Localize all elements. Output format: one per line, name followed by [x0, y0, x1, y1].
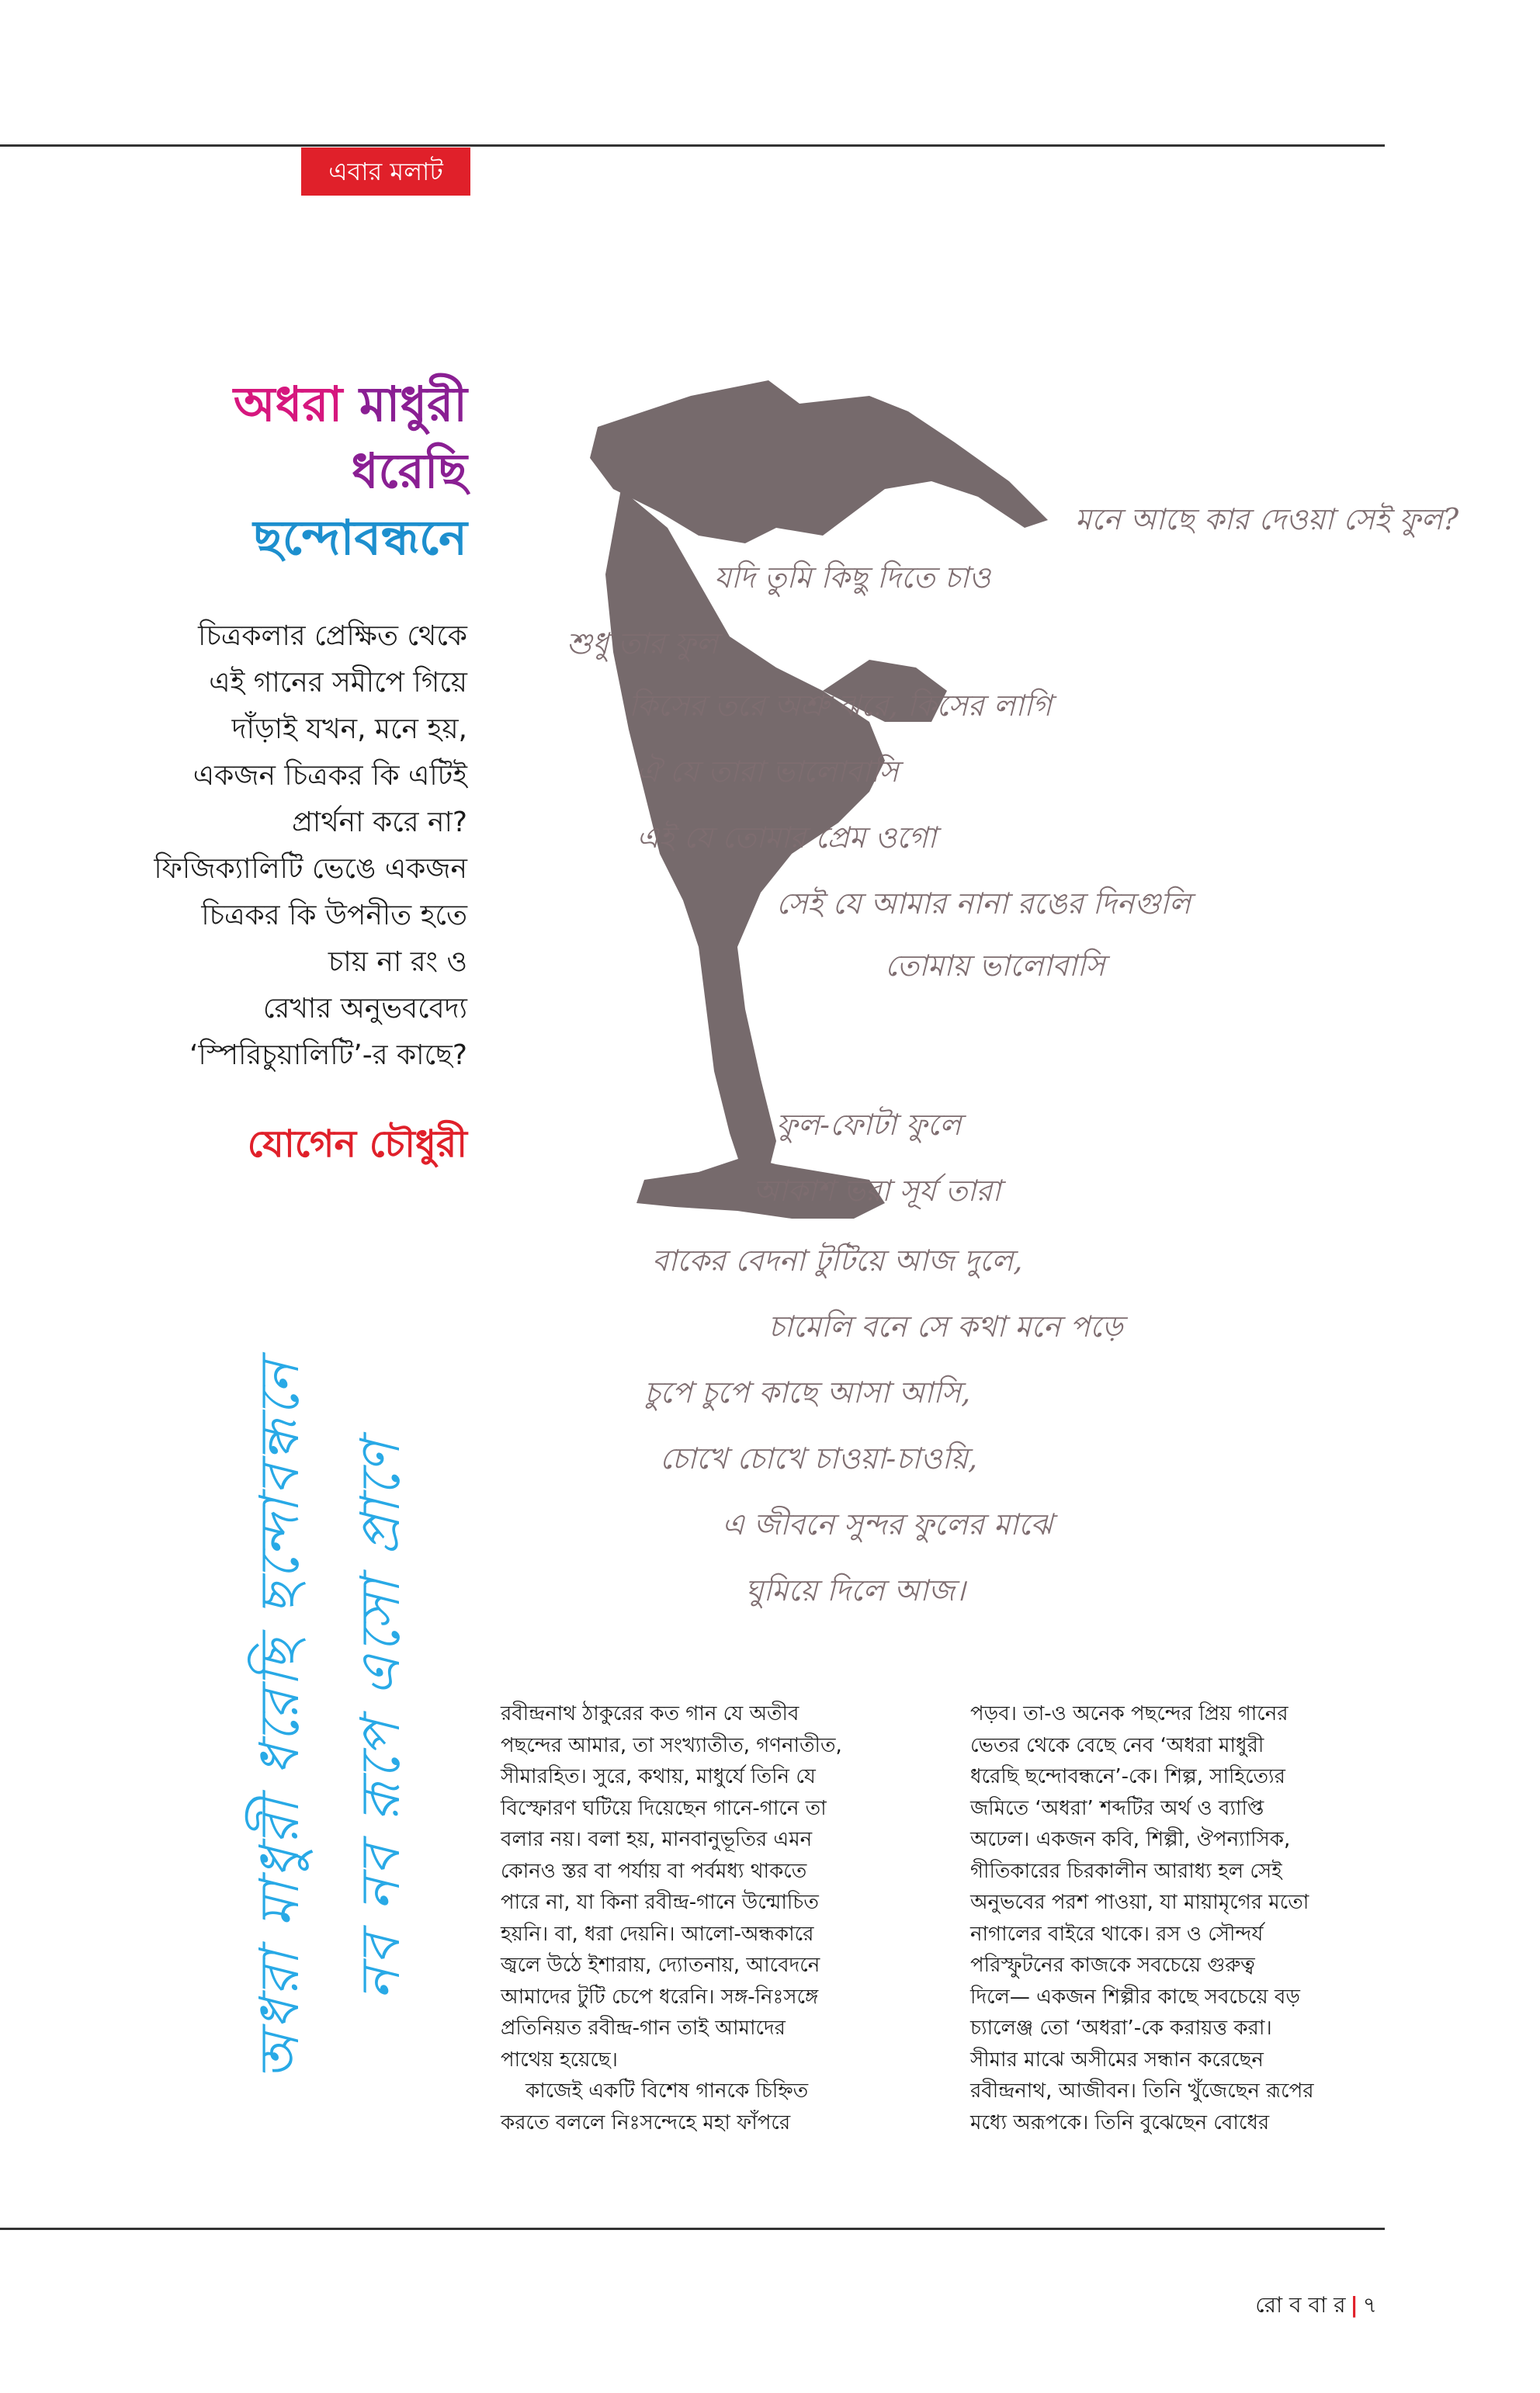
author-byline: যোগেন চৌধুরী	[247, 1122, 467, 1166]
page-folio	[1255, 2288, 1377, 2325]
folio-magazine-name: রো ব বা র	[1255, 2292, 1346, 2318]
body-line: অঢেল। একজন কবি, শিল্পী, ঔপন্যাসিক,	[970, 1828, 1291, 1851]
manuscript-line: ঐ যে তারা ভালোবাসি	[636, 754, 899, 789]
body-line: প্রতিনিয়ত রবীন্দ্র-গান তাই আমাদের	[501, 2017, 786, 2040]
manuscript-line: চামেলি বনে সে কথা মনে পড়ে	[768, 1309, 1123, 1344]
manuscript-line: কিসের তরে অশ্রু ঝরে, কিসের লাগি	[629, 688, 1052, 723]
body-line: রবীন্দ্রনাথ ঠাকুরের কত গান যে অতীব	[501, 1702, 799, 1725]
bottom-rule	[0, 2228, 1385, 2230]
manuscript-line: তোমায় ভালোবাসি	[885, 949, 1105, 983]
standfirst-line: চায় না রং ও	[328, 946, 467, 978]
standfirst-line: এই গানের সমীপে গিয়ে	[209, 667, 467, 699]
manuscript-line: ঘুমিয়ে দিলে আজ।	[745, 1573, 966, 1607]
body-line: সীমার মাঝে অসীমের সন্ধান করেছেন	[970, 2048, 1264, 2072]
body-line: গীতিকারের চিরকালীন আরাধ্য হল সেই	[970, 1859, 1282, 1883]
standfirst-line: একজন চিত্রকর কি এটিই	[192, 760, 467, 792]
body-line: আমাদের টুটি চেপে ধরেনি। সঙ্গ-নিঃসঙ্গে	[501, 1985, 819, 2009]
body-line: সীমারহিত। সুরে, কথায়, মাধুর্যে তিনি যে	[501, 1765, 816, 1788]
body-line: ধরেছি ছন্দোবন্ধনে’-কে। শিল্প, সাহিত্যের	[970, 1765, 1285, 1788]
standfirst-line: দাঁড়াই যখন, মনে হয়,	[231, 713, 467, 745]
body-line: জমিতে ‘অধরা’ শব্দটির অর্থ ও ব্যাপ্তি	[970, 1796, 1264, 1820]
standfirst-line: ফিজিক্যালিটি ভেঙে একজন	[154, 853, 467, 885]
calligraphy-line-2: নব নব রূপে এসো প্রাণে	[349, 1438, 412, 2001]
body-line: দিলে— একজন শিল্পীর কাছে সবচেয়ে বড়	[970, 1985, 1300, 2009]
manuscript-line: এই যে তোমার প্রেম ওগো	[636, 820, 937, 855]
manuscript-line: বাকের বেদনা টুটিয়ে আজ দুলে,	[652, 1243, 1023, 1278]
body-line: করতে বললে নিঃসন্দেহে মহা ফাঁপরে	[501, 2110, 791, 2135]
standfirst-line: চিত্রকর কি উপনীত হতে	[201, 900, 467, 931]
body-line: অনুভবের পরশ পাওয়া, যা মায়ামৃগের মতো	[970, 1891, 1309, 1914]
headline-line-1	[234, 371, 467, 438]
manuscript-line: যদি তুমি কিছু দিতে চাও	[714, 560, 991, 595]
manuscript-line: ফুল-ফোটা ফুলে	[776, 1108, 962, 1142]
calligraphy-line-1: অধরা মাধুরী ধরেছি ছন্দোবন্ধনে	[248, 1358, 311, 2080]
page-number: ৭	[1362, 2292, 1377, 2318]
body-line: পরিস্ফুটনের কাজকে সবচেয়ে গুরুত্ব	[970, 1954, 1255, 1977]
body-line: রবীন্দ্রনাথ, আজীবন। তিনি খুঁজেছেন রূপের	[970, 2079, 1314, 2103]
standfirst-line: রেখার অনুভববেদ্য	[262, 993, 467, 1025]
manuscript-line: চোখে চোখে চাওয়া-চাওয়ি,	[660, 1441, 978, 1476]
top-rule	[0, 144, 1385, 147]
standfirst-line: চিত্রকলার প্রেক্ষিত থেকে	[198, 620, 467, 652]
body-line: পছন্দের আমার, তা সংখ্যাতীত, গণনাতীত,	[501, 1733, 842, 1757]
manuscript-illustration	[543, 357, 1506, 1638]
vertical-calligraphy	[210, 1226, 442, 2212]
body-line: কাজেই একটি বিশেষ গানকে চিহ্নিত	[525, 2079, 809, 2103]
headline-word-adhora: অধরা	[233, 376, 343, 432]
standfirst	[79, 613, 467, 1079]
folio-separator: |	[1350, 2292, 1358, 2318]
section-tag: এবার মলাট	[301, 147, 470, 196]
body-line: পাথেয় হয়েছে।	[501, 2048, 618, 2072]
standfirst-line: প্রার্থনা করে না?	[292, 806, 467, 838]
headline-word-madhuri: মাধুরী	[359, 376, 467, 432]
manuscript-line: শুধু তার ফুল	[567, 626, 718, 661]
body-line: জ্বলে উঠে ইশারায়, দ্যোতনায়, আবেদনে	[501, 1954, 820, 1977]
headline-line-3: ছন্দোবন্ধনে	[253, 509, 467, 566]
body-line: বিস্ফোরণ ঘটিয়ে দিয়েছেন গানে-গানে তা	[501, 1796, 827, 1820]
body-column-2	[970, 1698, 1405, 2138]
manuscript-line: মনে আছে কার দেওয়া সেই ফুল?	[1075, 502, 1459, 536]
body-line: পড়ব। তা-ও অনেক পছন্দের প্রিয় গানের	[970, 1702, 1289, 1725]
manuscript-line: সেই যে আমার নানা রঙের দিনগুলি	[776, 886, 1191, 921]
body-line: বলার নয়। বলা হয়, মানবানুভূতির এমন	[501, 1828, 813, 1851]
body-line: চ্যালেঞ্জ তো ‘অধরা’-কে করায়ত্ত করা।	[970, 2017, 1272, 2040]
ink-figure-head	[590, 380, 1048, 543]
manuscript-line: চুপে চুপে কাছে আসা আসি,	[644, 1375, 971, 1410]
body-line: কোনও স্তর বা পর্যায় বা পর্বমধ্য থাকতে	[501, 1859, 807, 1883]
manuscript-line: আকাশ ভরা সূর্য তারা	[753, 1174, 1001, 1208]
headline-line-2: ধরেছি	[351, 442, 467, 499]
body-line: ভেতর থেকে বেছে নেব ‘অধরা মাধুরী	[970, 1733, 1264, 1757]
body-column-1	[501, 1698, 935, 2138]
headline	[234, 371, 467, 571]
body-line: মধ্যে অরূপকে। তিনি বুঝেছেন বোধের	[970, 2110, 1270, 2135]
body-line: হয়নি। বা, ধরা দেয়নি। আলো-অন্ধকারে	[501, 1922, 814, 1946]
body-line: পারে না, যা কিনা রবীন্দ্র-গানে উন্মোচিত	[501, 1891, 819, 1914]
standfirst-line: ‘স্পিরিচুয়ালিটি’-র কাছে?	[189, 1039, 467, 1071]
body-line: নাগালের বাইরে থাকে। রস ও সৌন্দর্য	[970, 1922, 1264, 1946]
manuscript-line: এ জীবনে সুন্দর ফুলের মাঝে	[722, 1507, 1053, 1542]
